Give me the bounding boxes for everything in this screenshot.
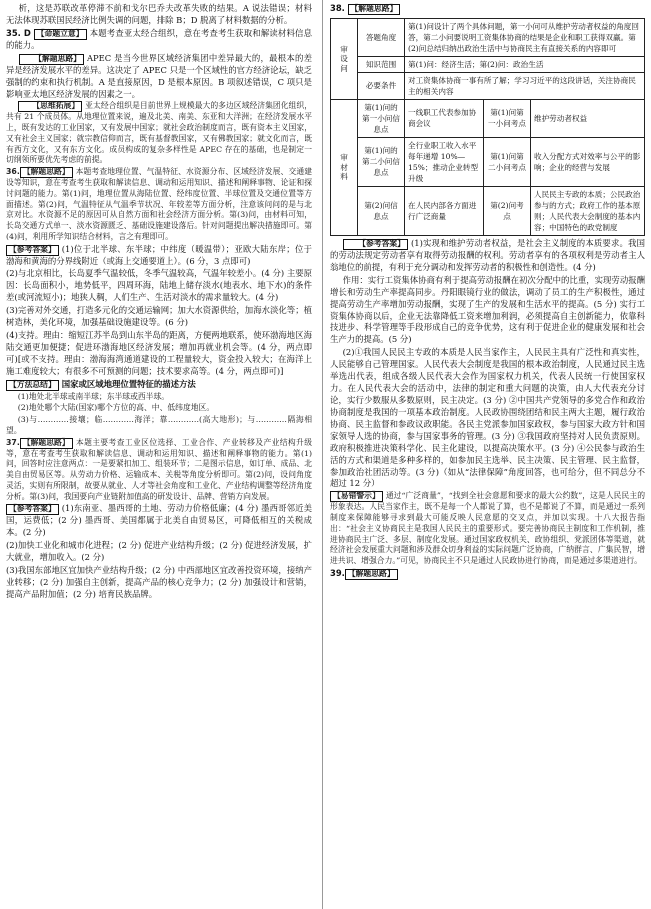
q36-answer-4: (4)支持。理由：缩短江苏半岛到山东半岛的距离，方便两地联系，使环渤海地区海陆交通更加便捷；促进环渤海地区经济发展；增加再就业机会等。(4 分，两点即可)[或不支持。理由：渤海海湾通道建设的工程量较大，资金投入较大；在海洋上施工难度较大；有很多不可预测的问题；技术要求高等。(4 分，两点即可)] bbox=[6, 330, 312, 376]
q36-jieti-text: 本题考查地理位置、气温特征、水资源分布、区域经济发展、交通建设等知识，意在考查考生获取和解读信息、调动和运用知识、描述和阐释事物、论证和探讨问题的能力。第(1)问，地理位置从海陆位置、经纬度位置、半球位置及交通位置等方面描述。第(2)问，气温特征从气温季节状况、年较差等方面分析，注意该问问的是与北京对比。水资源不足的原因可从自然方面和社会经济方面分析。第(3)问，由材料可知，长岛交通方式单一、淡水资源匮乏、基础设施建设落后。针对问题提出解决措施即可。第(4)问，利用所学知识结合材料，言之有理即可。 bbox=[6, 167, 312, 241]
q34-tail-paragraph: 析，这是苏联改革停滞不前和戈尔巴乔夫改革失败的结果。A 说法错误；材料无法体现苏联国民经济比例失调的问题，排除 B；D 脱离了材料数据的分析。 bbox=[6, 3, 312, 25]
q37-number: 37. bbox=[6, 437, 20, 447]
q35-mingti bbox=[6, 28, 312, 52]
fangfa-label: 【方法总结】 bbox=[6, 380, 59, 391]
q36-method-2: (2)地处哪个大陆(国家)哪个方位的高、中、低纬度地区。 bbox=[17, 403, 215, 413]
table-cell: 第(1)问：经济生活；第(2)问：政治生活 bbox=[405, 56, 645, 72]
q36-answer-1 bbox=[6, 244, 312, 268]
q36-a1-text: (1)位于北半球、东半球；中纬度（暖温带）；亚欧大陆东岸；位于渤海和黄海的分界线附近（或海上交通要道上）。(6 分，3 点即可) bbox=[6, 243, 312, 266]
q36-method-title bbox=[6, 379, 312, 391]
table-row bbox=[331, 137, 645, 186]
q37-jieti bbox=[6, 438, 312, 503]
q38-answer-1 bbox=[330, 238, 645, 274]
q35-siwei bbox=[6, 101, 312, 166]
table-cell: 第(1)问第二小问考点 bbox=[484, 137, 531, 186]
q35-jieti-text: APEC 是当今世界区域经济集团中差异最大的，最根本的差异是经济发展水平的差异。这决定了 APEC 只是一个区域性的官方经济论坛，缺乏强制的约束和执行机制。A 是直接原因，D 是根本原因。B 项叙述错误，C 项只是影响亚太地区经济发展的因素之一。 bbox=[6, 52, 312, 99]
table-cell: 一线职工代表参加协商会议 bbox=[405, 99, 484, 137]
shen-cai-liao-cell: 审 材 料 bbox=[331, 99, 358, 235]
table-cell: 第(1)问的第一小问信息点 bbox=[358, 99, 405, 137]
siwei-label: 【思维拓展】 bbox=[18, 101, 82, 112]
q36-number: 36. bbox=[6, 167, 20, 177]
yicuo-label: 【易错警示】 bbox=[330, 491, 383, 502]
jieti-label: 【解题思路】 bbox=[345, 569, 398, 580]
table-cell: 第(1)问的第二小问信息点 bbox=[358, 137, 405, 186]
table-cell: 知识范围 bbox=[358, 56, 405, 72]
shen-she-wen-cell: 审 设 问 bbox=[331, 18, 358, 99]
table-cell: 第(2)问信息点 bbox=[358, 186, 405, 235]
q38-heading bbox=[330, 3, 645, 15]
table-row bbox=[331, 99, 645, 137]
jieti-label: 【解题思路】 bbox=[348, 4, 401, 15]
table-cell: 对工资集体协商一事有所了解；学习习近平的这段讲话，关注协商民主的相关内容 bbox=[405, 72, 645, 99]
q35-jieti bbox=[6, 53, 312, 101]
table-row bbox=[331, 56, 645, 72]
fangfa-title: 国家或区域地理位置特征的描述方法 bbox=[61, 378, 196, 389]
q36-answer-2: (2)与北京相比，长岛夏季气温较低，冬季气温较高，气温年较差小。(4 分) 主要原因：长岛面积小，地势低平，四周环海，陆地上储存淡水(地表水、地下水)的条件差(或河流短小)；地狭人稠，人们生产、生活对淡水的需求量较大。(4 分) bbox=[6, 268, 312, 303]
table-cell: 第(1)问设计了两个具体问题，第一小问可从维护劳动者权益的角度回答，第二小问要说明工资集体协商的结果是企业和职工获得双赢。第(2)问总结归纳出政治生活中与协商民主有直接关系的内容即可 bbox=[405, 18, 645, 56]
jieti-label: 【解题思路】 bbox=[19, 54, 84, 65]
mingti-label: 【命题立意】 bbox=[34, 29, 87, 40]
ans-label: 【参考答案】 bbox=[343, 239, 408, 250]
table-cell: 答题角度 bbox=[358, 18, 405, 56]
right-column bbox=[330, 3, 645, 581]
table-row bbox=[331, 186, 645, 235]
q38-a1-text: (1)实现和维护劳动者权益，是社会主义制度的本质要求。我国的劳动法规定劳动者享有取得劳动报酬的权利。劳动者享有的各项权利是劳动者主人翁地位的前提，有利于充分调动和发挥劳动者的积极性和创造性。(4 分) bbox=[330, 237, 645, 272]
q37-answer-1 bbox=[6, 503, 312, 539]
table-row bbox=[331, 18, 645, 56]
ans-label: 【参考答案】 bbox=[6, 245, 59, 256]
q37-jieti-text: 本题主要考查工业区位选择、工业合作、产业转移及产业结构升级等，意在考查考生获取和解读信息、调动和运用知识、描述和阐释事物的能力。第(1)问，回答时应注意两点：一是要紧扣加工、组装环节；二是图示信息，如订单、成品、北美自由贸易区等。从劳动力价格、运输成本、关税等角度分析即可。第(2)问，设问角度灵活，实则有所限制，故要从就业、人才等社会角度和工业化、产业结构调整等经济角度分析。第(3)问，我国要向产业链附加值高的研发设计、品牌、营销方向发展。 bbox=[6, 437, 312, 501]
q38-yicuo-text: 通过“广泛商量”，“找到全社会意愿和要求的最大公约数”，这是人民民主的形象表达。人民当家作主，既不是每一个人都说了算，也不是都说了不算，而是通过一系列制度来保障能够寻求到最大可能反映人民意愿的交叉点，并加以实现。十八大报告指出：“社会主义协商民主是我国人民民主的重要形式。要完善协商民主制度和工作机制，推进协商民主广泛、多层、制度化发展。通过国家政权机关、政协组织、党派团体等渠道，就经济社会发展重大问题和涉及群众切身利益的实际问题广泛协商，广纳群言、广集民智，增进共识、增强合力。”可见，协商民主不只是通过人民政协进行协商，而是通过多渠道进行。 bbox=[330, 491, 645, 566]
q36-method-3: (3)与…………接壤；临…………海洋；靠…………(高大地形)；与…………隔海相望。 bbox=[6, 415, 312, 435]
table-cell: 人民民主专政的本质；公民政治参与的方式；政府工作的基本原则；人民代表大会制度的基本内容；中国特色的政党制度 bbox=[531, 186, 645, 235]
q36-answer-3: (3)完善对外交通，打造多元化的交通运输网；加大水资源供给，加海水淡化等；植树造林，美化环境，加强基础设施建设等。(6 分) bbox=[6, 305, 312, 328]
table-cell: 维护劳动者权益 bbox=[531, 99, 645, 137]
table-cell: 必要条件 bbox=[358, 72, 405, 99]
column-divider bbox=[322, 0, 323, 909]
q38-answer-2: (2)①我国人民民主专政的本质是人民当家作主，人民民主具有广泛性和真实性，人民能够自己管理国家。人民代表大会制度是我国的根本政治制度，人民通过民主选举选出代表，组成各级人民代表大会作为国家权力机关，代表人民统一行使国家权力。在人民代表大会的活动中，法律的制定和重大问题的决策，由人大代表充分讨论，实行少数服从多数原则，民主决定。(3 分) ②中国共产党领导的多党合作和政治协商制度是我国的一项基本政治制度。人民政协围绕团结和民主两大主题，履行政治协商、民主监督和参政议政职能。各民主党派参加国家政权，参与国家大政方针和国家领导人选的协商，参与国家事务的管理。(3 分) ③我国政府坚持对人民负责原则。政府积极推进决策科学化、民主化建设，以提高决策水平。(3 分) ④公民参与政治生活的方式和渠道是多种多样的，如参加民主选举、民主决策、民主管理、民主监督，参加政治社团活动等。(3 分)（如从“法律保障”角度回答，也可给分，但不同总分不超过 12 分） bbox=[330, 347, 645, 489]
q39-number: 39. bbox=[330, 567, 345, 578]
q38-number: 38. bbox=[330, 3, 345, 13]
table-cell: 收入分配方式对效率与公平的影响；企业的经营与发展 bbox=[531, 137, 645, 186]
q36-jieti bbox=[6, 167, 312, 242]
jieti-label: 【解题思路】 bbox=[20, 438, 73, 449]
table-cell: 全行业职工收入水平每年递增 10%—15%；推动企业转型升级 bbox=[405, 137, 484, 186]
ans-label: 【参考答案】 bbox=[6, 504, 59, 515]
jieti-label: 【解题思路】 bbox=[20, 167, 73, 178]
table-cell: 在人民内部各方面进行广泛商量 bbox=[405, 186, 484, 235]
q36-method-1: (1)地处北半球或南半球；东半球或西半球。 bbox=[17, 391, 170, 401]
table-cell: 第(2)问考点 bbox=[484, 186, 531, 235]
q38-analysis-table bbox=[330, 18, 645, 236]
table-cell: 第(1)问第一小问考点 bbox=[484, 99, 531, 137]
q38-answer-1b: 作用：实行工资集体协商有利于提高劳动报酬在初次分配中的比重，实现劳动报酬增长和劳动生产率提高同步。丹阳眼镜行业的做法，调动了员工的生产积极性，通过提高劳动生产率增加劳动报酬，实现了生产的发展和生活水平的提高。(5 分) 实行工资集体协商以后，企业无法靠降低工资来增加利润，必须提高自主创新能力，依靠科技进步、科学管理等手段形成自己的竞争优势，这有利于促进企业的健康发展和社会生产力的提高。(5 分) bbox=[330, 274, 645, 345]
q38-yicuo bbox=[330, 491, 645, 566]
q35-siwei-text: 亚太经合组织是目前世界上规模最大的多边区域经济集团化组织，共有 21 个成员体。从地理位置来说，遍及北美、南美、东亚和大洋洲；在经济发展水平上，既有发达的工业国家，又有发展中国家；就社会政治制度而言，既有资本主义国家，又有社会主义国家；就宗教信仰而言，既有基督教国家，又有佛教国家；就文化而言，既有西方文化，又有东方文化。成员构成的复杂多样性是 APEC 存在的基础，也是制定一切纲领所要优先考虑的前提。 bbox=[6, 101, 312, 165]
table-row bbox=[331, 72, 645, 99]
q37-a1-text: (1)东南亚、墨西哥的土地、劳动力价格低廉；(4 分) 墨西哥邻近美国，运费低；(2 分) 墨西哥、美国都属于北美自由贸易区，可降低相互的关税成本。(2 分) bbox=[6, 503, 312, 538]
q37-answer-2: (2)加快工业化和城市化进程；(2 分) 促进产业结构升级；(2 分) 促进经济发展，扩大就业，增加收入。(2 分) bbox=[6, 540, 312, 563]
q37-answer-3: (3)我国东部地区宜加快产业结构升级；(2 分) 中西部地区宜改善投资环境，接纳产业转移；(2 分) 加强自主创新，提高产品的核心竞争力；(2 分) 加强设计和营销，提高产品附加值；(2 分) 培育民族品牌。 bbox=[6, 565, 312, 599]
left-column bbox=[6, 3, 312, 602]
q35-mingti-text: 本题考查亚太经合组织，意在考查考生获取和解读材料信息的能力。 bbox=[6, 27, 312, 50]
q35-number: 35. D bbox=[6, 27, 31, 38]
q39-heading bbox=[330, 568, 645, 580]
